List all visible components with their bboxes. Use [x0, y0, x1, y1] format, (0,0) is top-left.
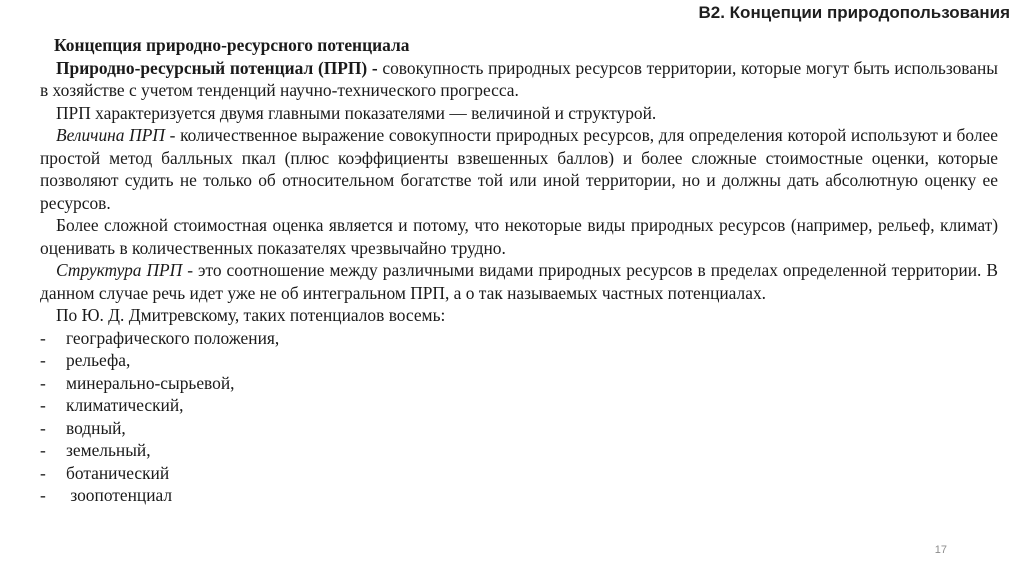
magnitude-text: количественное выражение совокупности природных ресурсов, для определения которой используют и более простой метод балльных пкал (плюс коэффициенты взвешенных баллов) и более сложные стоимостные оценки, которые позволяют судить не только об относительном богатстве той или иной территории, но и должны дать абсолютную оценку ее ресурсов.: [40, 125, 998, 213]
list-dash: -: [40, 440, 46, 460]
list-dash: -: [40, 462, 46, 483]
paragraph-magnitude: [40, 124, 998, 214]
list-dash: -: [40, 327, 46, 348]
list-item: - ботанический: [40, 462, 170, 483]
list-dash: -: [40, 417, 46, 438]
structure-text: это соотношение между различными видами природных ресурсов в пределах определенной территории. В данном случае речь идет уже не об интегральном ПРП, а о так называемых частных потенциалах.: [40, 260, 998, 303]
list-item: - географического положения,: [40, 327, 280, 348]
potentials-list: [40, 327, 998, 507]
list-dash: -: [40, 350, 46, 370]
page-number: 17: [934, 544, 947, 556]
paragraph-definition: [40, 57, 998, 102]
section-title: Концепция природно-ресурсного потенциала: [54, 35, 410, 55]
list-item: - зоопотенциал: [40, 485, 173, 505]
list-item: - рельефа,: [40, 350, 131, 370]
term-structure: Структура ПРП -: [56, 260, 194, 280]
list-item: - минерально-сырьевой,: [40, 372, 235, 393]
paragraph-cost-estimate: Более сложной стоимостная оценка является и потому, что некоторые виды природных ресурсов (например, рельеф, климат) оценивать в количественных показателях чрезвычайно трудно.: [40, 215, 998, 258]
list-dash: -: [40, 372, 46, 393]
paragraph-structure: [40, 259, 998, 304]
list-item: - земельный,: [40, 440, 151, 460]
list-dash: -: [40, 395, 46, 415]
list-dash: -: [40, 485, 46, 505]
paragraph-dmitrevsky: По Ю. Д. Дмитревскому, таких потенциалов восемь:: [56, 305, 446, 325]
term-prp: Природно-ресурсный потенциал (ПРП) -: [56, 57, 378, 78]
list-item: - водный,: [40, 417, 126, 438]
slide-content: [40, 34, 998, 507]
list-item: - климатический,: [40, 395, 184, 415]
slide-header-title: В2. Концепции природопользования: [698, 3, 1010, 22]
definition-text: совокупность природных ресурсов территории, которые могут быть использованы в хозяйстве с учетом тенденций научно-технического прогресса.: [40, 57, 998, 100]
term-magnitude: Величина ПРП -: [56, 125, 176, 145]
paragraph-indicators: ПРП характеризуется двумя главными показателями — величиной и структурой.: [56, 102, 657, 123]
